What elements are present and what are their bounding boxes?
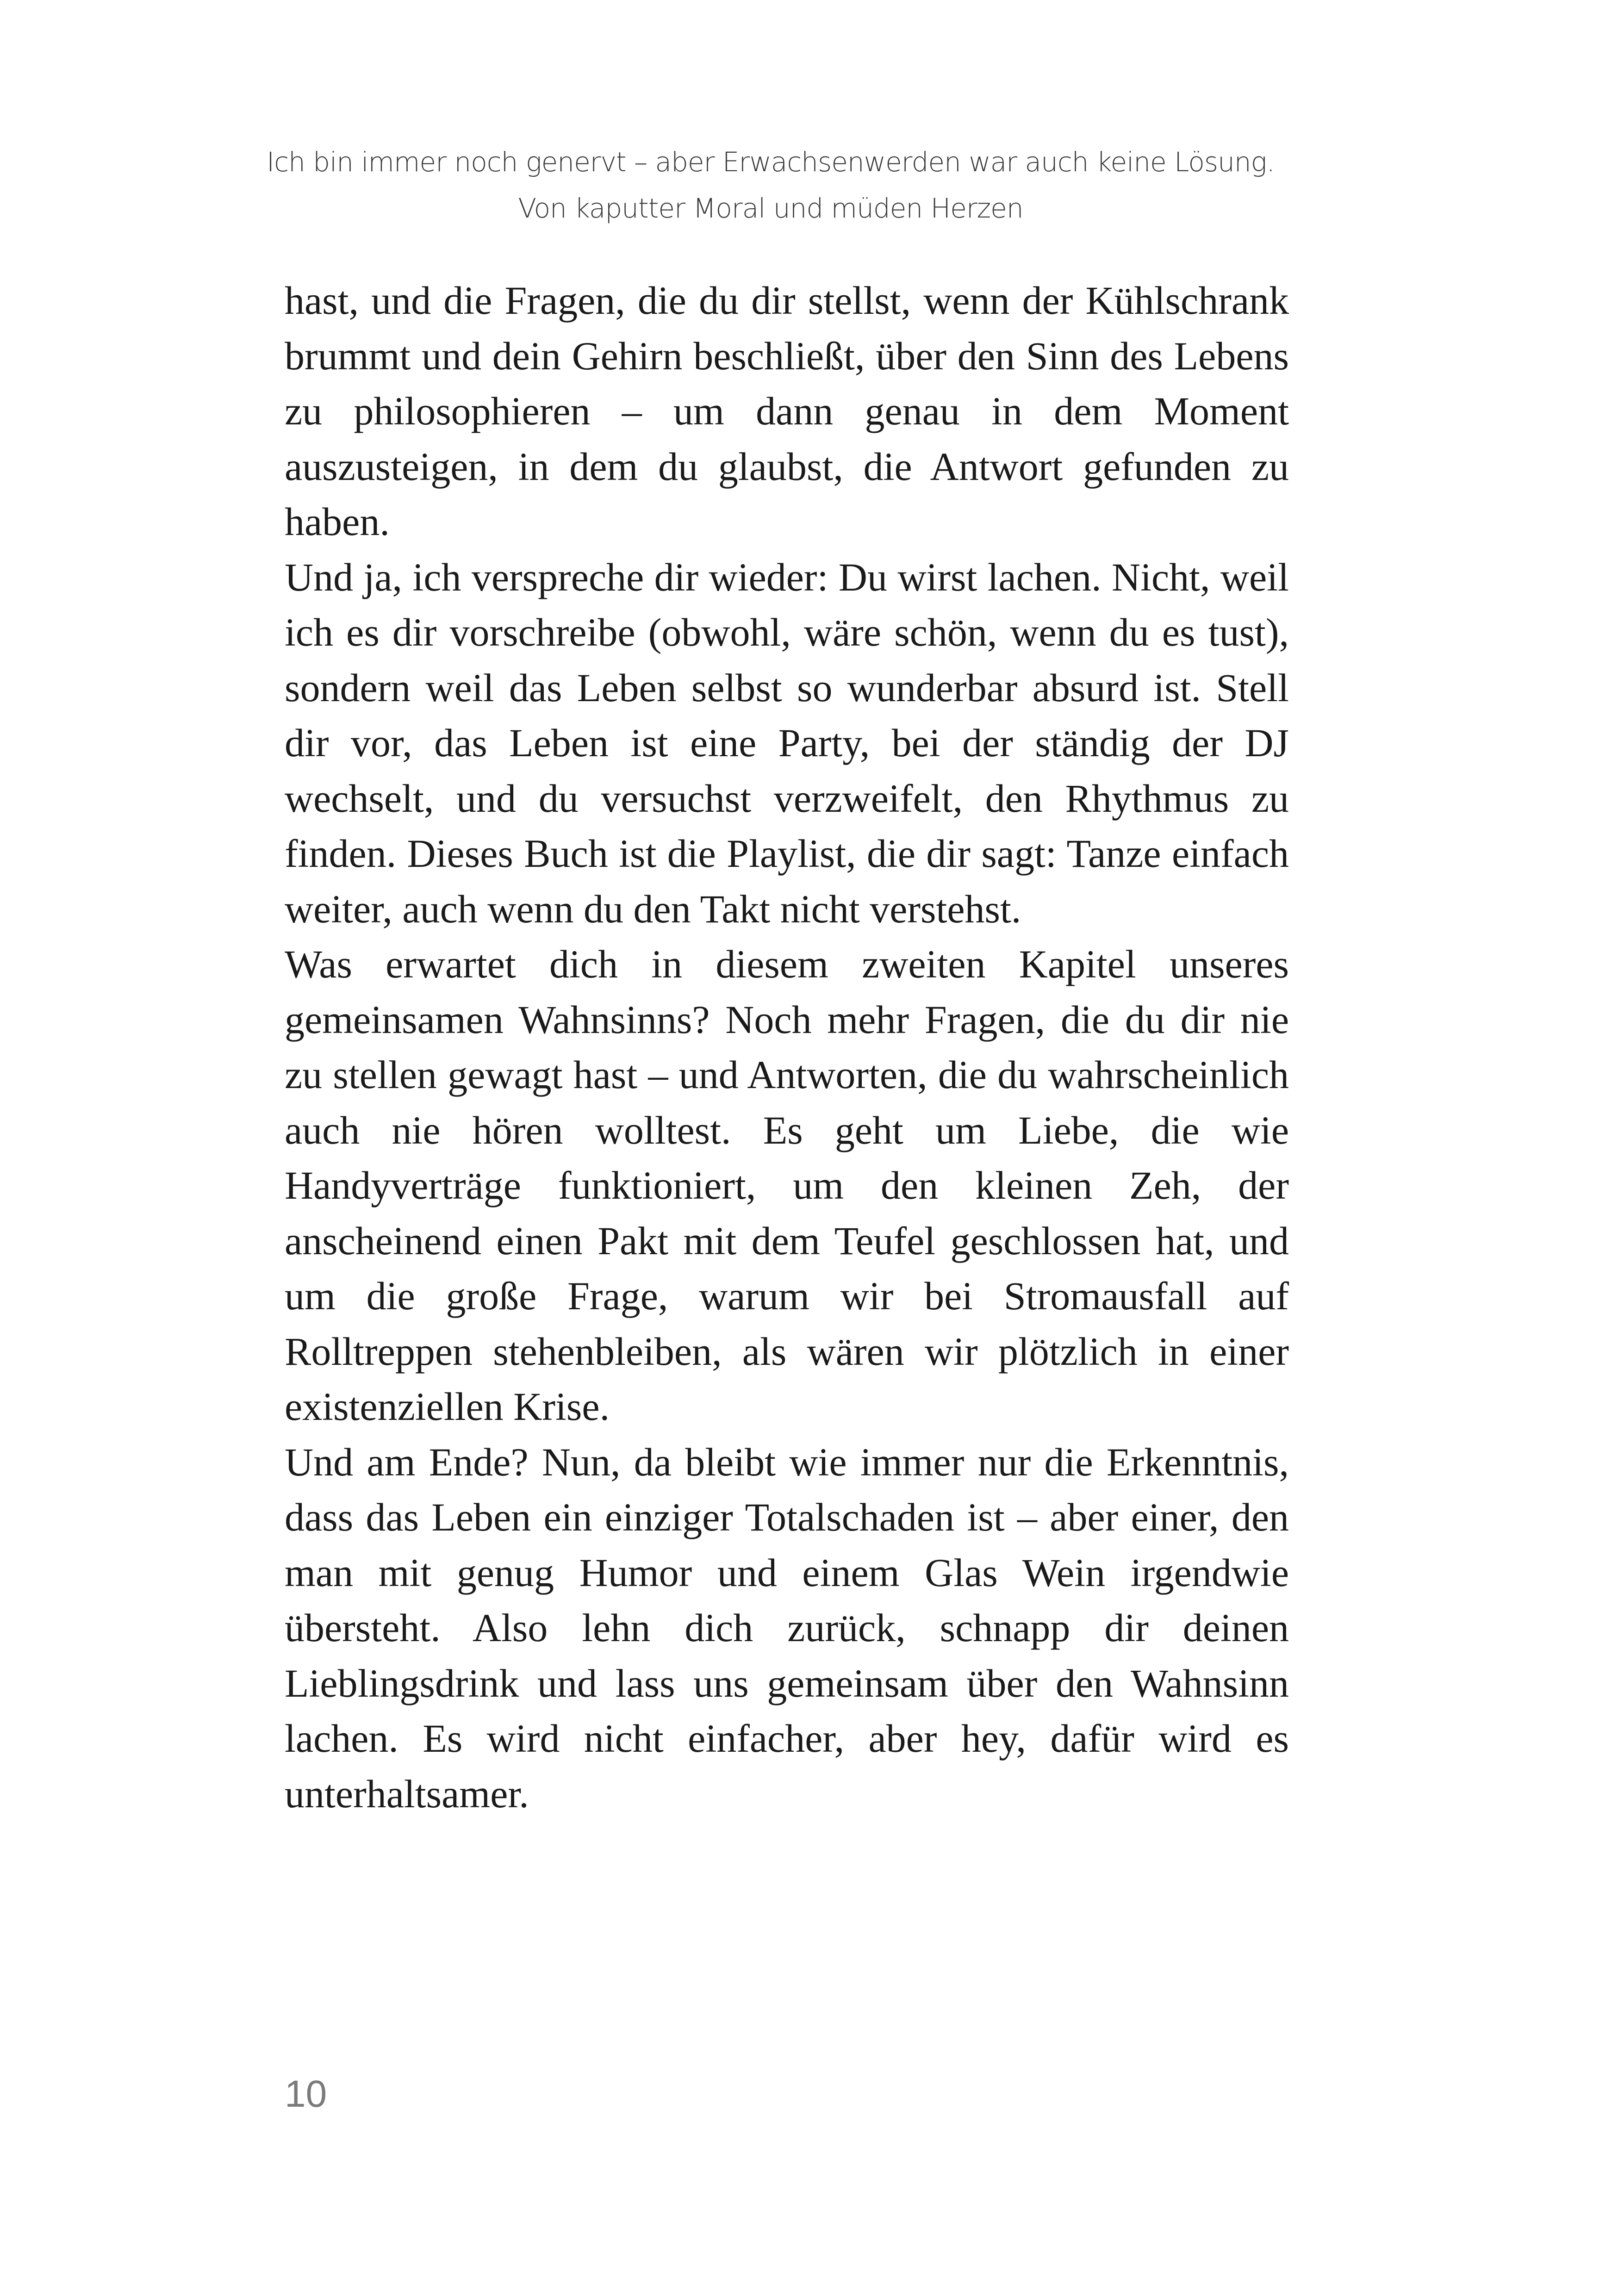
running-header-title: Ich bin immer noch genervt – aber Erwachsenwerden war auch keine Lösung. — [267, 146, 1275, 178]
running-header-subtitle: Von kaputter Moral und müden Herzen — [518, 193, 1023, 224]
paragraph-3: Was erwartet dich in diesem zweiten Kapitel unseres gemeinsamen Wahnsinns? Noch mehr Fragen, die du dir nie zu stellen gewagt hast – und Antworten, die du wahrscheinlich auch nie hören wolltest. Es geht um Liebe, die wie Handyverträge funktioniert, um den kleinen Zeh, der anscheinend einen Pakt mit dem Teufel geschlossen hat, und um die große Frage, warum wir bei Stromausfall auf Rolltreppen stehenbleiben, als wären wir plötzlich in einer existenziellen Krise. — [285, 942, 1289, 1429]
paragraph-1: hast, und die Fragen, die du dir stellst, wenn der Kühlschrank brummt und dein Gehirn beschließt, über den Sinn des Lebens zu philosophieren – um dann genau in dem Moment auszusteigen, in dem du glaubst, die Antwort gefunden zu haben. — [285, 278, 1289, 544]
body-text — [285, 273, 1289, 1822]
page-number: 10 — [285, 2073, 327, 2115]
running-header — [0, 139, 1541, 231]
paragraph-4: Und am Ende? Nun, da bleibt wie immer nur die Erkenntnis, dass das Leben ein einziger Totalschaden ist – aber einer, den man mit genug Humor und einem Glas Wein irgendwie übersteht. Also lehn dich zurück, schnapp dir deinen Lieblingsdrink und lass uns gemeinsam über den Wahnsinn lachen. Es wird nicht einfacher, aber hey, dafür wird es unterhaltsamer. — [285, 1439, 1289, 1816]
paragraph-2: Und ja, ich verspreche dir wieder: Du wirst lachen. Nicht, weil ich es dir vorschreibe (obwohl, wäre schön, wenn du es tust), sondern weil das Leben selbst so wunderbar absurd ist. Stell dir vor, das Leben ist eine Party, bei der ständig der DJ wechselt, und du versuchst verzweifelt, den Rhythmus zu finden. Dieses Buch ist die Playlist, die dir sagt: Tanze einfach weiter, auch wenn du den Takt nicht verstehst. — [285, 554, 1289, 931]
